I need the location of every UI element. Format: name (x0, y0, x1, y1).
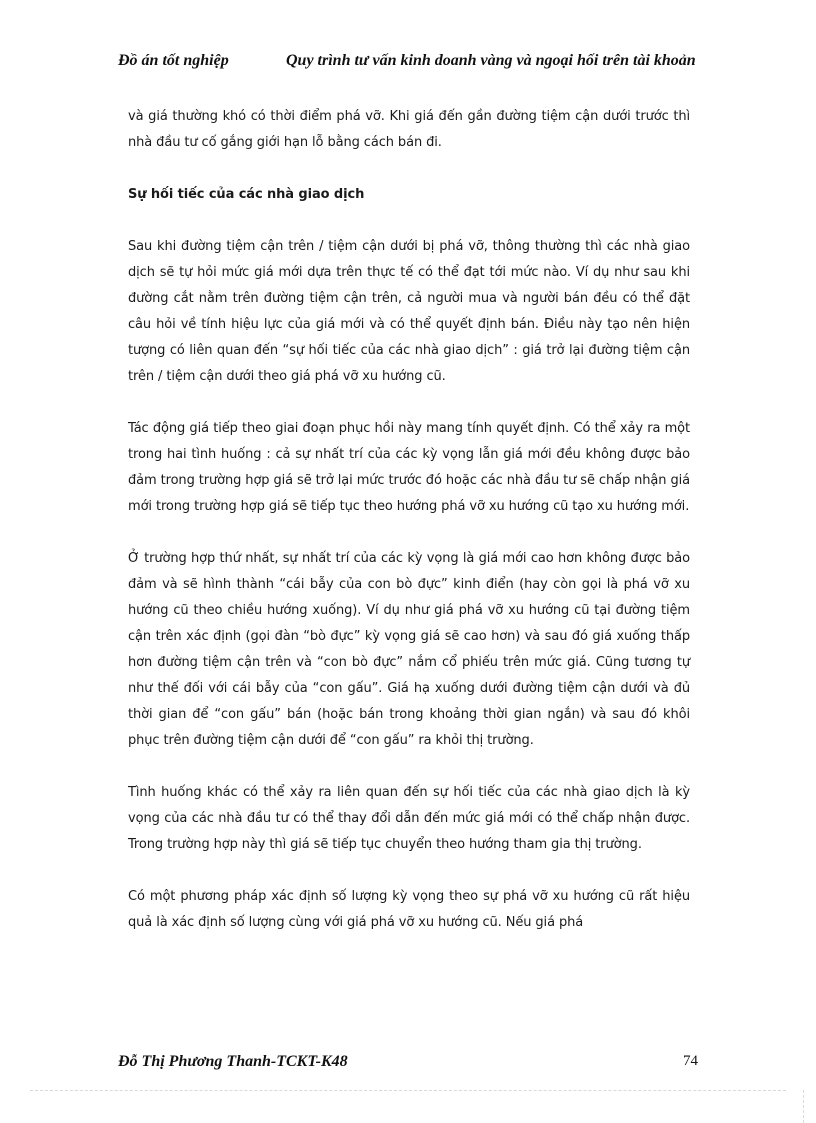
page-footer (118, 1053, 698, 1077)
paragraph: Sau khi đường tiệm cận trên / tiệm cận dưới bị phá vỡ, thông thường thì các nhà giao dịch sẽ tự hỏi mức giá mới dựa trên thực tế có thể đạt tới mức nào. Ví dụ như sau khi đường cắt nằm trên đường tiệm cận trên, cả người mua và người bán đều có thể đặt câu hỏi về tính hiệu lực của giá mới và có thể quyết định bán. Điều này tạo nên hiện tượng có liên quan đến “sự hối tiếc của các nhà giao dịch” : giá trở lại đường tiệm cận trên / tiệm cận dưới theo giá phá vỡ xu hướng cũ. (128, 239, 690, 384)
page-body (128, 104, 690, 962)
paragraph: Ở trường hợp thứ nhất, sự nhất trí của các kỳ vọng là giá mới cao hơn không được bảo đảm và sẽ hình thành “cái bẫy của con bò đực” kinh điển (hay còn gọi là phá vỡ xu hướng cũ theo chiều hướng xuống). Ví dụ như giá phá vỡ xu hướng cũ tại đường tiệm cận trên xác định (gọi đàn “bò đực” kỳ vọng giá sẽ cao hơn) và sau đó giá xuống thấp hơn đường tiệm cận trên và “con bò đực” nắm cổ phiếu trên mức giá. Cũng tương tự như thế đối với cái bẫy của “con gấu”. Giá hạ xuống dưới đường tiệm cận dưới và đủ thời gian để “con gấu” bán (hoặc bán trong khoảng thời gian ngắn) và sau đó khôi phục trên đường tiệm cận dưới để “con gấu” ra khỏi thị trường. (128, 551, 690, 748)
paragraph: Tác động giá tiếp theo giai đoạn phục hồi này mang tính quyết định. Có thể xảy ra một trong hai tình huống : cả sự nhất trí của các kỳ vọng lẫn giá mới đều không được bảo đảm trong trường hợp giá sẽ trở lại mức trước đó hoặc các nhà đầu tư sẽ chấp nhận giá mới trong trường hợp giá sẽ tiếp tục theo hướng phá vỡ xu hướng cũ tạo xu hướng mới. (128, 421, 690, 514)
section-heading: Sự hối tiếc của các nhà giao dịch (128, 187, 365, 202)
header-doc-title: Quy trình tư vấn kinh doanh vàng và ngoại hối trên tài khoản (286, 52, 696, 69)
page-bottom-divider (30, 1090, 786, 1091)
footer-author: Đỗ Thị Phương Thanh-TCKT-K48 (118, 1053, 348, 1070)
paragraph: Có một phương pháp xác định số lượng kỳ vọng theo sự phá vỡ xu hướng cũ rất hiệu quả là xác định số lượng cùng với giá phá vỡ xu hướng cũ. Nếu giá phá (128, 889, 690, 930)
page-header (118, 50, 698, 78)
page-number: 74 (683, 1053, 698, 1069)
paragraph-continuation: và giá thường khó có thời điểm phá vỡ. Khi giá đến gần đường tiệm cận dưới trước thì nhà đầu tư cố gắng giới hạn lỗ bằng cách bán đi. (128, 109, 690, 150)
page-side-divider (803, 1090, 804, 1123)
header-doc-type: Đồ án tốt nghiệp (118, 52, 229, 69)
paragraph: Tình huống khác có thể xảy ra liên quan đến sự hối tiếc của các nhà giao dịch là kỳ vọng của các nhà đầu tư có thể thay đổi dẫn đến mức giá mới có thể chấp nhận được. Trong trường hợp này thì giá sẽ tiếp tục chuyển theo hướng tham gia thị trường. (128, 785, 690, 852)
